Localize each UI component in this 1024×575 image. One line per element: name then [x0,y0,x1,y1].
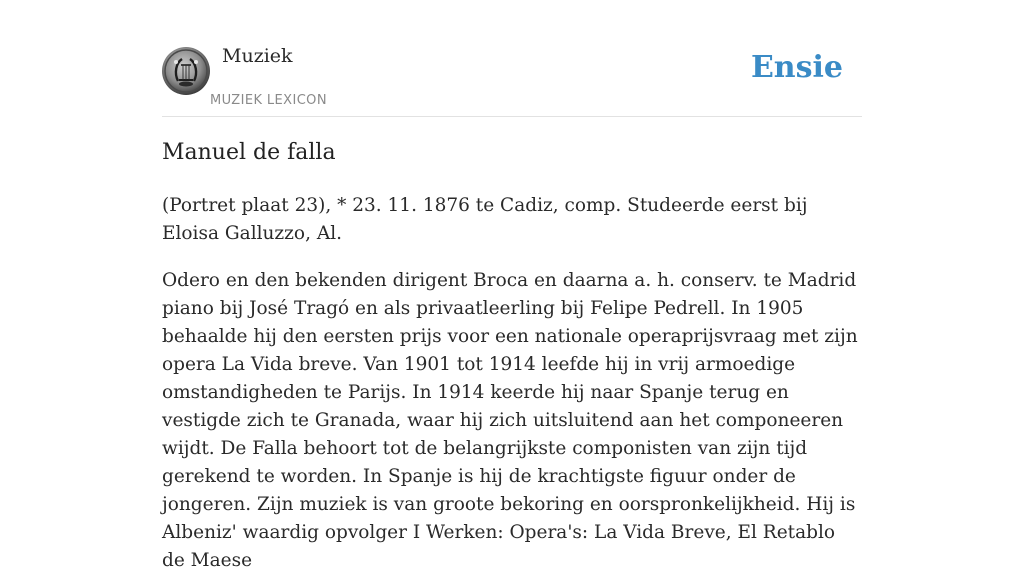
lyre-emblem-icon[interactable] [162,47,210,95]
page [162,0,862,571]
header [162,0,862,117]
brand-logo[interactable]: Ensie [750,50,843,85]
article-paragraph: Odero en den bekenden dirigent Broca en daarna a. h. conserv. te Madrid piano bij José Tragó en als privaatleerling bij Felipe Pedrell. In 1905 behaalde hij den eersten prijs voor een nationale operaprijsvraag met zijn opera La Vida breve. Van 1901 tot 1914 leefde hij in vrij armoedige omstandigheden te Parijs. In 1914 keerde hij naar Spanje terug en vestigde zich te Granada, waar hij zich uitsluitend aan het componeeren wijdt. De Falla behoort tot de belangrijkste componisten van zijn tijd gerekend te worden. In Spanje is hij de krachtigste figuur onder de jongeren. Zijn muziek is van groote bekoring en oorspronkelijkheid. Hij is Albeniz' waardig opvolger I Werken: Opera's: La Vida Breve, El Retablo de Maese [162,270,858,571]
source-subtitle[interactable]: MUZIEK LEXICON [210,93,327,108]
source-name[interactable]: Muziek [222,45,293,67]
article-paragraph: (Portret plaat 23), * 23. 11. 1876 te Cadiz, comp. Studeerde eerst bij Eloisa Galluzzo, Al. [162,195,808,244]
article-title: Manuel de falla [162,140,336,165]
